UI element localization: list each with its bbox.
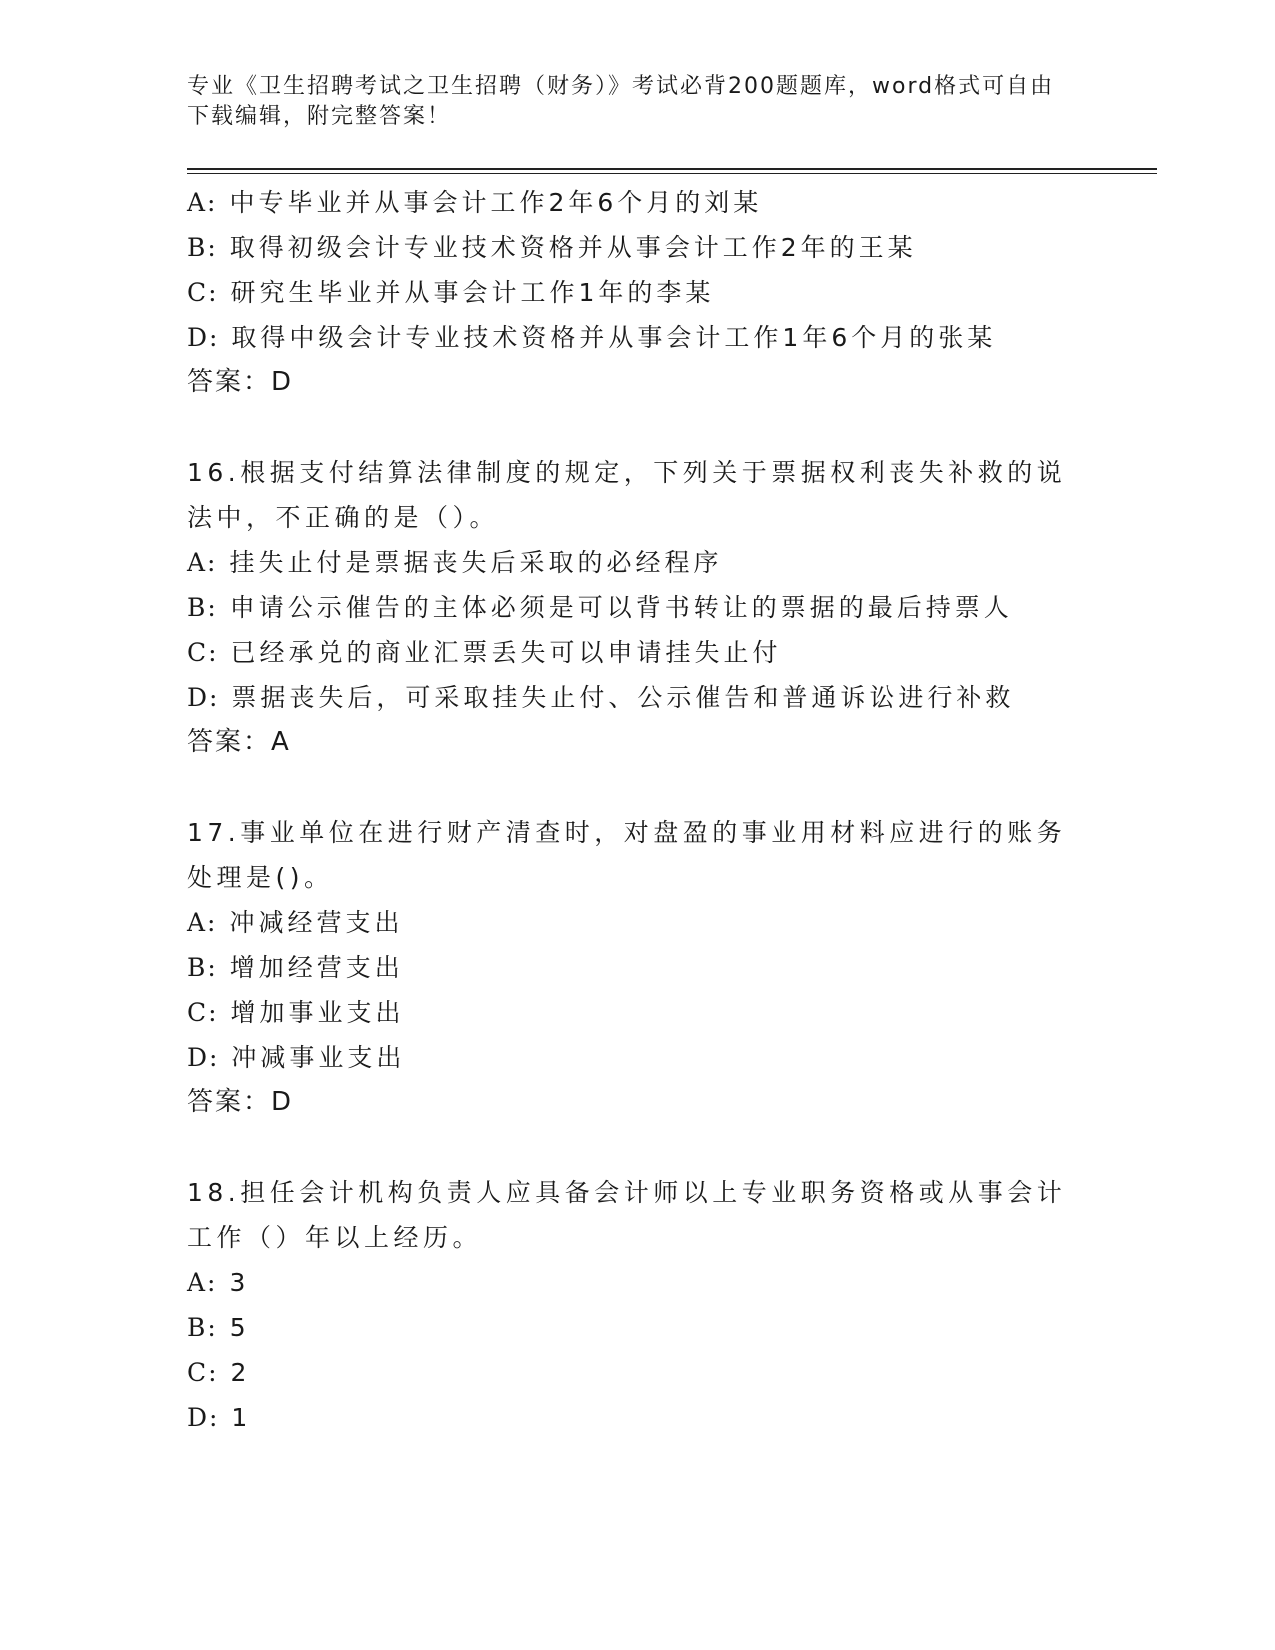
option-key: C: (187, 278, 219, 307)
option-text: 5 (229, 1313, 250, 1342)
option-text: 取得中级会计专业技术资格并从事会计工作1年6个月的张某 (231, 323, 997, 352)
option-text: 票据丧失后，可采取挂失止付、公示催告和普通诉讼进行补救 (231, 683, 1015, 712)
option-d (187, 1035, 1157, 1080)
option-text: 研究生毕业并从事会计工作1年的李某 (230, 278, 715, 307)
answer-line: 答案：D (187, 367, 294, 397)
option-a (187, 900, 1157, 945)
option-key: D: (187, 683, 220, 712)
option-text: 已经承兑的商业汇票丢失可以申请挂失止付 (230, 638, 782, 667)
option-key: D: (187, 1043, 220, 1072)
option-text: 冲减事业支出 (231, 1043, 406, 1072)
answer-line: 答案：D (187, 1087, 294, 1117)
option-key: C: (187, 638, 219, 667)
option-text: 中专毕业并从事会计工作2年6个月的刘某 (229, 188, 763, 217)
option-d (187, 675, 1157, 720)
option-d (187, 315, 1157, 360)
option-key: B: (187, 1313, 218, 1342)
option-text: 取得初级会计专业技术资格并从事会计工作2年的王某 (229, 233, 917, 262)
option-key: B: (187, 953, 218, 982)
question-18-block (187, 1170, 1157, 1440)
option-text: 1 (231, 1403, 252, 1432)
option-b (187, 945, 1157, 990)
document-page (187, 72, 1157, 1440)
question-17-block (187, 810, 1157, 1125)
option-c (187, 270, 1157, 315)
option-key: B: (187, 593, 218, 622)
option-key: C: (187, 1358, 219, 1387)
option-c (187, 990, 1157, 1035)
option-text: 增加经营支出 (229, 953, 404, 982)
option-key: D: (187, 323, 220, 352)
question-15-block (187, 180, 1157, 405)
option-c (187, 1350, 1157, 1395)
option-text: 申请公示催告的主体必须是可以背书转让的票据的最后持票人 (229, 593, 1013, 622)
answer-line: 答案：A (187, 727, 291, 757)
option-d (187, 1395, 1157, 1440)
option-key: B: (187, 233, 218, 262)
option-key: A: (187, 1268, 218, 1297)
option-text: 冲减经营支出 (229, 908, 404, 937)
option-b (187, 1305, 1157, 1350)
option-text: 增加事业支出 (230, 998, 405, 1027)
option-text: 2 (230, 1358, 251, 1387)
document-header: 专业《卫生招聘考试之卫生招聘（财务）》考试必背200题题库，word格式可自由下载编辑，附完整答案！ (187, 74, 1055, 129)
divider-thin-line (187, 173, 1157, 174)
option-a (187, 180, 1157, 225)
option-a (187, 1260, 1157, 1305)
option-c (187, 630, 1157, 675)
header-divider (187, 168, 1157, 174)
question-text: 16.根据支付结算法律制度的规定，下列关于票据权利丧失补救的说法中，不正确的是（）。 (187, 458, 1067, 532)
option-key: A: (187, 548, 218, 577)
option-key: D: (187, 1403, 220, 1432)
option-text: 3 (229, 1268, 250, 1297)
option-key: C: (187, 998, 219, 1027)
option-key: A: (187, 188, 218, 217)
option-b (187, 225, 1157, 270)
question-16-block (187, 450, 1157, 765)
option-text: 挂失止付是票据丧失后采取的必经程序 (229, 548, 723, 577)
option-a (187, 540, 1157, 585)
option-b (187, 585, 1157, 630)
question-text: 18.担任会计机构负责人应具备会计师以上专业职务资格或从事会计工作（）年以上经历。 (187, 1178, 1067, 1252)
question-text: 17.事业单位在进行财产清查时，对盘盈的事业用材料应进行的账务处理是()。 (187, 818, 1067, 892)
option-key: A: (187, 908, 218, 937)
